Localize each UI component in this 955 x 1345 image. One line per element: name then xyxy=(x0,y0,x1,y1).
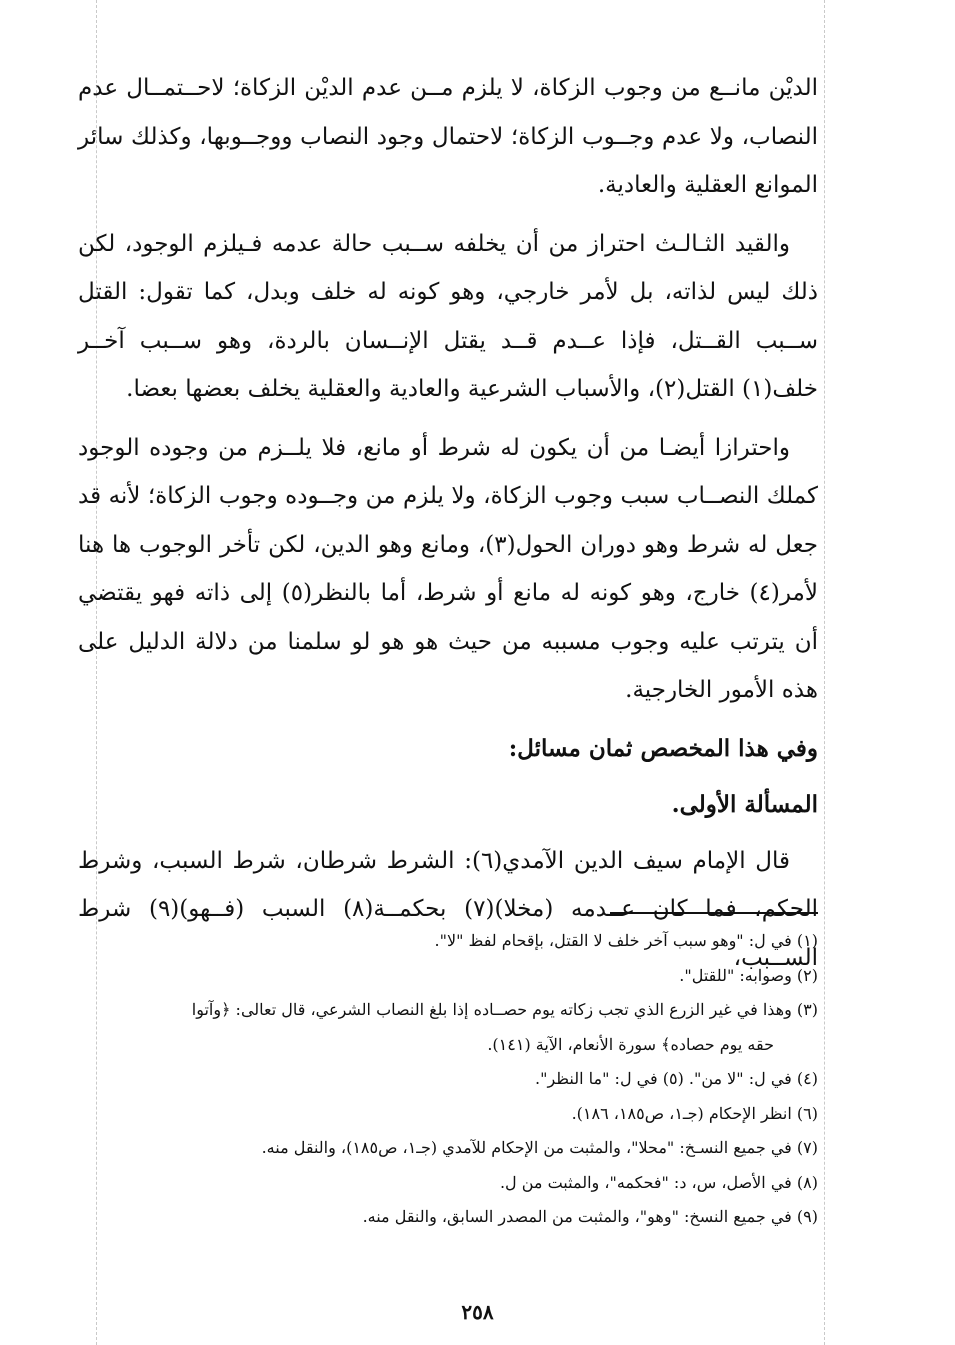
footnote-continuation: حقه يوم حصاده﴾ سورة الأنعام، الآية (١٤١). xyxy=(487,1034,774,1054)
footnote: (٢) وصوابه: "للقتل". xyxy=(679,965,818,985)
page-number: ٢٥٨ xyxy=(461,1300,494,1324)
footnote: (٦) انظر الإحكام (جـ١، ص١٨٥، ١٨٦). xyxy=(571,1103,818,1123)
section-heading: وفي هذا المخصص ثمان مسائل: xyxy=(508,734,818,762)
body-paragraph: واحترازا أيضـا من أن يكون له شرط أو مانع، فلا يلــزم من وجوده الوجود كملك النصــاب سبب وجوب الزكاة، ولا يلزم من وجــوده وجوب الزكاة؛ لأنه قد جعل له شرط وهو دوران الحول(٣)، ومانع وهو الدين، لكن تأخر الوجوب ها هنا لأمر(٤) خارج، وهو كونه له مانع أو شرط، أما بالنظر(٥) إلى ذاته فهو يقتضي أن يترتب عليه وجوب مسببه من حيث هو هو لو سلمنا من دلالة الدليل على هذه الأمور الخارجية. xyxy=(78,434,818,703)
footnotes xyxy=(80,924,818,1235)
body-paragraph: قال الإمام سيف الدين الآمدي(٦): الشرط شرطان، شرط السبب، وشرط الحكم، فما كان عــدمه (مخلا)(٧) بحكمــة(٨) السبب (فــهو)(٩) شرط الســبب، xyxy=(78,847,818,971)
issue-heading: المسألة الأولى. xyxy=(671,790,818,818)
footnote: (٨) في الأصل، س، د: "فحكمه"، والمثبت من ل. xyxy=(499,1172,818,1192)
body-paragraph: والقيد الثـالـث احتراز من أن يخلفه ســبب حالة عدمه فـيلزم الوجود، لكن ذلك ليس لذاته، بل لأمر خارجي، وهو كونه له خلف وبدل، كما تقول: القتل ســبب القــتل، فإذا عــدم قــد يقتل الإنــسان بالردة، وهو ســبب آخــر خلف(١) القتل(٢)، والأسباب الشرعية والعادية والعقلية يخلف بعضها بعضا. xyxy=(78,230,818,402)
footnote-separator xyxy=(610,912,818,914)
binder-guide-line xyxy=(824,0,825,1345)
footnote: (٤) في ل: "لا من". (٥) في ل: "ما النظر". xyxy=(535,1069,818,1088)
footnote: (١) في ل: "وهو سبب آخر خلف لا القتل، بإقحام لفظ "لا". xyxy=(434,931,818,950)
footnote: (٣) وهذا في غير الزرع الذي تجب زكاته يوم حصــاده إذا بلغ النصاب الشرعي، قال تعالى: ﴿وآتوا xyxy=(191,1000,818,1019)
page-body xyxy=(78,64,818,992)
body-paragraph: الديْن مانــع من وجوب الزكاة، لا يلزم مــن عدم الديْن الزكاة؛ لاحــتمــال عدم النصاب، ولا عدم وجــوب الزكاة؛ لاحتمال وجود النصاب ووجــوبها، وكذلك سائر الموانع العقلية والعادية. xyxy=(78,75,818,198)
footnote: (٩) في جميع النسخ: "وهو"، والمثبت من المصدر السابق، والنقل منه. xyxy=(362,1207,818,1226)
footnote: (٧) في جميع النسـخ: "محلا"، والمثبت من الإحكام للآمدي (جـ١، ص١٨٥)، والنقل منه. xyxy=(261,1138,818,1157)
